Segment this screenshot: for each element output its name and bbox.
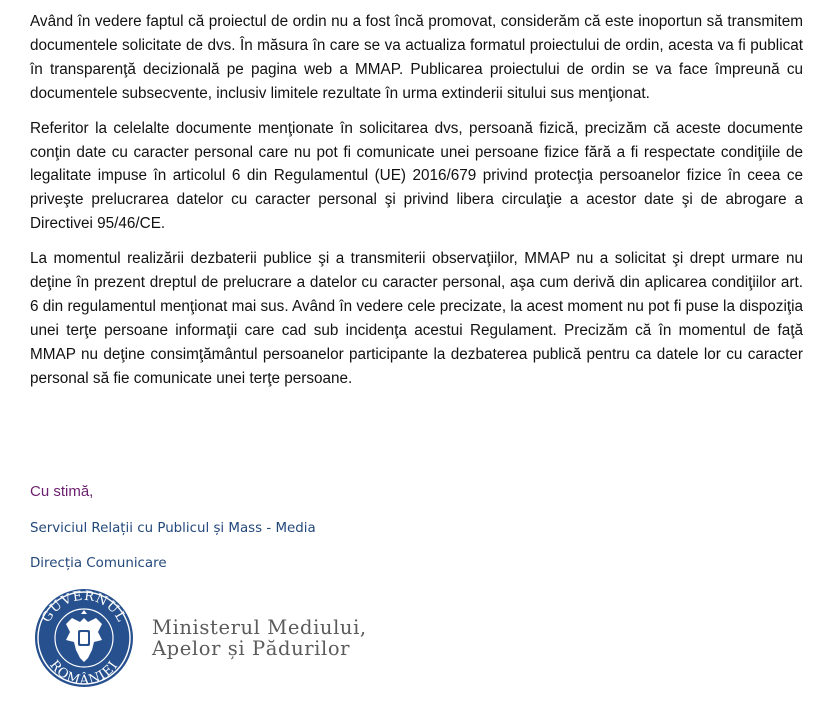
closing-salutation: Cu stimă, <box>30 483 94 500</box>
letter-body <box>30 10 803 402</box>
body-paragraph-2: Referitor la celelalte documente menţionate în solicitarea dvs, persoană fizică, precizăm că aceste documente conţin date cu caracter personal care nu pot fi comunicate unei persoane fizice fără a fi respectate condiţiile de legalitate impuse în articolul 6 din Regulamentul (UE) 2016/679 privind protecţia persoanelor fizice în ceea ce priveşte prelucrarea datelor cu caracter personal şi privind libera circulaţie a acestor date şi de abrogare a Directivei 95/46/CE. <box>30 119 803 233</box>
ministry-name <box>152 617 367 659</box>
seal-top-text: GUVERNUL <box>39 588 129 626</box>
seal-bottom-text: ROMÂNIEI <box>46 657 122 688</box>
body-paragraph-3: La momentul realizării dezbaterii publice şi a transmiterii observaţiilor, MMAP nu a solicitat şi drept urmare nu deţine în prezent dreptul de prelucrare a datelor cu caracter personal, aşa cum derivă din aplicarea condiţiilor art. 6 din regulamentul menţionat mai sus. Având în vedere cele precizate, la acest moment nu pot fi puse la dispoziţia unei terţe persoane informaţii care cad sub incidenţa acestui Regulament. Precizăm că în momentul de faţă MMAP nu deţine consimţământul persoanelor participante la dezbaterea publică pentru ca datele lor cu caracter personal să fie comunicate unei terţe persoane. <box>30 250 803 387</box>
ministry-name-line-2: Apelor și Pădurilor <box>152 637 351 660</box>
signature-directorate: Direcția Comunicare <box>30 556 167 571</box>
body-paragraph-1: Având în vedere faptul că proiectul de ordin nu a fost încă promovat, considerăm că este inoportun să transmitem documentele solicitate de dvs. În măsura în care se va actualiza formatul proiectului de ordin, acesta va fi publicat în transparenţă decizională pe pagina web a MMAP. Publicarea proiectului de ordin se va face împreună cu documentele subsecvente, inclusiv limitele rezultate în urma extinderii sitului sus menţionat. <box>30 13 803 102</box>
signature-department: Serviciul Relații cu Publicul și Mass - Media <box>30 521 316 536</box>
government-seal-icon <box>30 588 138 688</box>
ministry-name-line-1: Ministerul Mediului, <box>152 616 367 639</box>
